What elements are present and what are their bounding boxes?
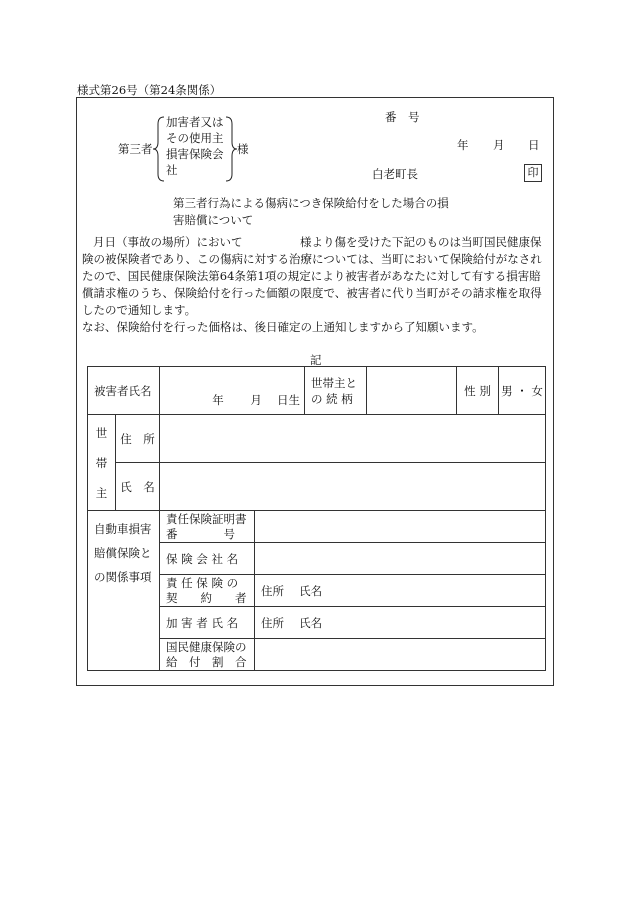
notice-body [82,234,552,336]
issuer-name: 白老町長 [372,167,418,181]
ki-heading: 記 [310,353,322,367]
address-value[interactable] [160,415,546,463]
body-line: 月日（事故の場所）において 様より傷を受けた下記のものは当町国民健康保 [93,235,542,249]
relation-value[interactable] [367,367,457,415]
ratio-line: 給 付 割 合 [166,654,247,669]
body-line: したので通知します。 [82,303,197,317]
benefit-ratio-label [160,639,255,671]
details-table [87,366,546,671]
auto-line: 賠償保険と [94,546,152,560]
recipient-line: 社 [166,163,178,177]
number-label: 番 号 [385,110,420,124]
sex-value[interactable]: 男 ・ 女 [499,367,546,415]
body-line: 償請求権のうち、保険給付を行った価額の限度で、被害者に代り当町がその請求権を取得 [82,286,542,300]
birthdate-cell [160,367,305,415]
contractor-line: 責 任 保 険 の [166,575,239,590]
date-year: 年 [457,138,469,152]
seal-box: 印 [524,164,542,182]
contractor-value[interactable]: 住所 氏名 [255,575,546,607]
insurer-value[interactable] [255,543,546,575]
auto-line: 自動車損害 [94,522,152,536]
body-line: たので、国民健康保険法第64条第1項の規定により被害者があなたに対して有する損害賠 [82,269,541,283]
form-number: 様式第26号（第24条関係） [77,83,222,97]
benefit-ratio-value[interactable] [255,639,546,671]
body-line: なお、保険給付を行った価格は、後日確定の上通知しますから了知願います。 [82,320,484,334]
recipient-line: その使用主 [166,131,224,145]
householder-name-label: 氏 名 [116,463,160,511]
relation-label [305,367,367,415]
birth-month: 月 [250,393,262,407]
auto-line: の関係事項 [94,570,152,584]
date-day: 日 [528,138,540,152]
recipient-line: 損害保険会 [166,147,224,161]
ratio-line: 国民健康保険の [166,639,247,654]
cert-number-label [160,511,255,543]
subject-line: 害賠償について [173,213,254,227]
householder-label [88,415,116,511]
insurer-label: 保 険 会 社 名 [160,543,255,575]
cert-line: 番 号 [166,526,235,541]
recipient-honorific: 様 [237,142,249,156]
left-brace [152,116,166,182]
householder-name-value[interactable] [160,463,546,511]
relation-line: の 続 柄 [311,391,353,406]
body-line: 険の被保険者であり、この傷病に対する治療については、当町において保険給付がなされ [82,252,542,266]
cert-line: 責任保険証明書 [166,511,247,526]
recipient-line: 加害者又は [166,115,224,129]
victim-name-label: 被害者氏名 [88,367,160,415]
auto-insurance-label [88,511,160,671]
birth-year: 年 [212,393,224,407]
birth-day: 日生 [277,393,300,407]
contractor-line: 契 約 者 [166,590,247,605]
householder-char: 帯 [95,455,108,470]
perpetrator-label: 加 害 者 氏 名 [160,607,255,639]
date-month: 月 [493,138,505,152]
subject-line: 第三者行為による傷病につき保険給付をした場合の損 [173,196,449,210]
householder-char: 主 [95,485,108,500]
cert-number-value[interactable] [255,511,546,543]
address-label: 住 所 [116,415,160,463]
householder-char: 世 [95,425,108,440]
recipient-lines [166,114,224,178]
right-brace [224,116,238,182]
contractor-label [160,575,255,607]
relation-line: 世帯主と [311,375,357,390]
recipient-prefix: 第三者 [118,142,153,156]
sex-label: 性 別 [457,367,499,415]
subject [173,195,449,229]
perpetrator-value[interactable]: 住所 氏名 [255,607,546,639]
